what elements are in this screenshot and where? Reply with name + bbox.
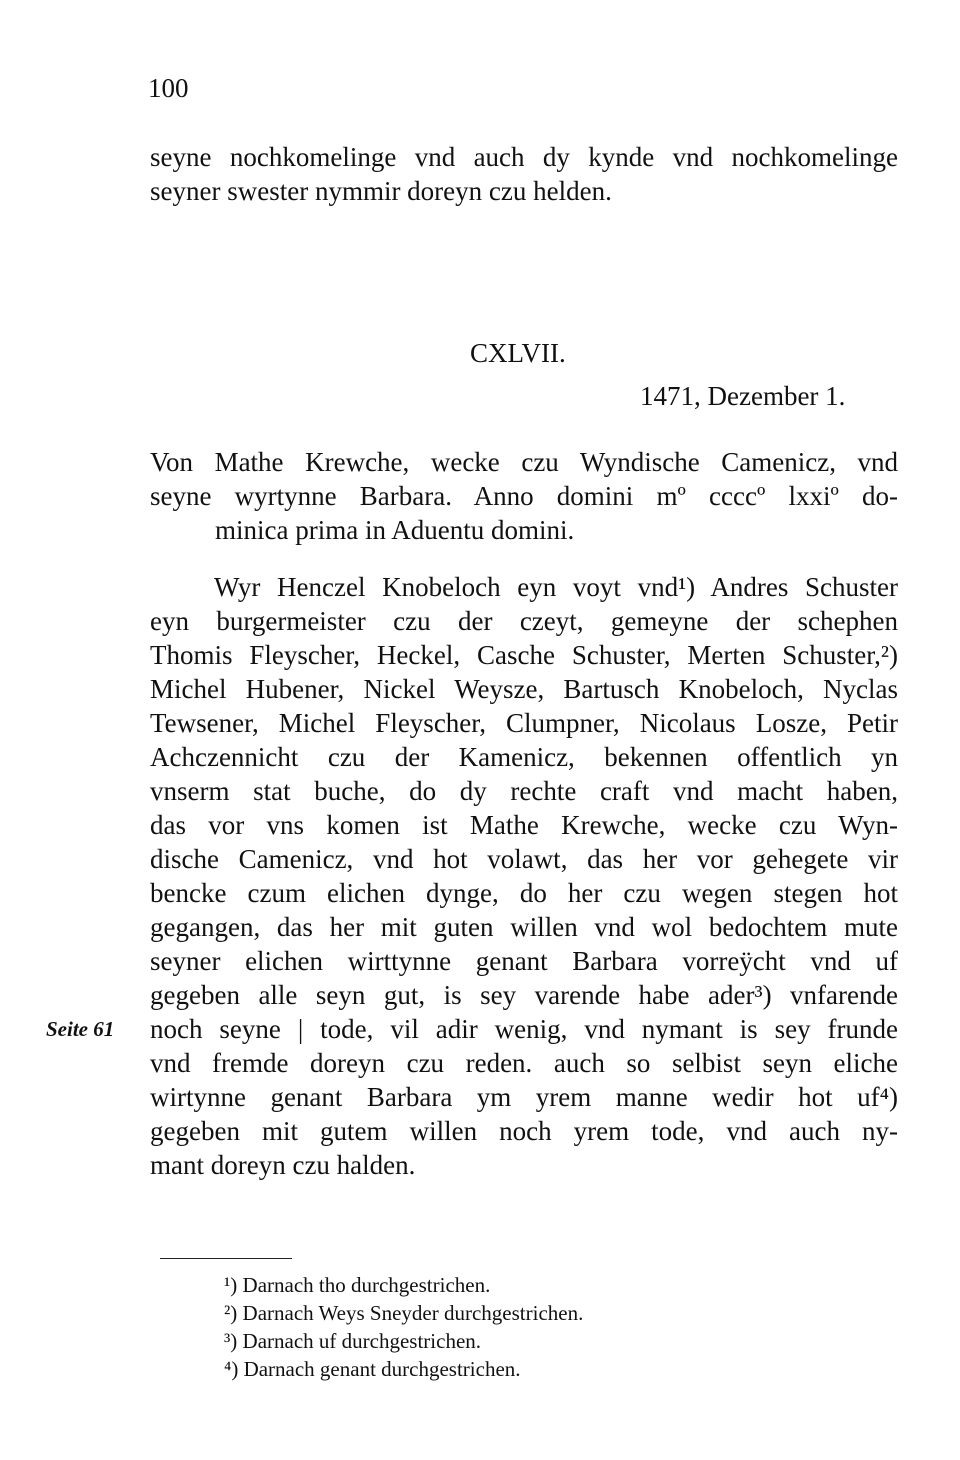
body-line: seyner elichen wirttynne genant Barbara vorreÿcht vnd uf (150, 946, 898, 976)
margin-page-reference: Seite 61 (46, 1017, 115, 1041)
body-line: Achczennicht czu der Kamenicz, bekennen offentlich yn (150, 742, 898, 772)
body-line: bencke czum elichen dynge, do her czu wegen stegen hot (150, 878, 898, 908)
body-line: vnserm stat buche, do dy rechte craft vnd macht haben, (150, 776, 898, 806)
text-line: seyner swester nymmir doreyn czu helden. (150, 176, 612, 206)
document-date: 1471, Dezember 1. (640, 381, 846, 411)
footnote: ³) Darnach uf durchgestrichen. (224, 1329, 482, 1353)
body-line: dische Camenicz, vnd hot volawt, das her vor gehegete vir (150, 844, 898, 874)
body-line: Tewsener, Michel Fleyscher, Clumpner, Nicolaus Losze, Petir (150, 708, 898, 738)
body-line: gegeben mit gutem willen noch yrem tode, vnd auch ny- (150, 1116, 898, 1146)
regest-line: minica prima in Aduentu domini. (215, 515, 575, 545)
body-line: vnd fremde doreyn czu reden. auch so selbist seyn eliche (150, 1048, 898, 1078)
footnote-divider (160, 1258, 292, 1259)
body-line: mant doreyn czu halden. (150, 1150, 416, 1180)
footnote: ²) Darnach Weys Sneyder durchgestrichen. (224, 1301, 584, 1325)
body-line: Wyr Henczel Knobeloch eyn voyt vnd¹) Andres Schuster (214, 572, 898, 602)
body-line: eyn burgermeister czu der czeyt, gemeyne der schephen (150, 606, 898, 636)
footnote: ⁴) Darnach genant durchgestrichen. (224, 1357, 521, 1381)
body-line: wirtynne genant Barbara ym yrem manne wedir hot uf⁴) (150, 1082, 898, 1112)
body-line: Michel Hubener, Nickel Weysze, Bartusch Knobeloch, Nyclas (150, 674, 898, 704)
footnote: ¹) Darnach tho durchgestrichen. (224, 1273, 491, 1297)
body-line: gegeben alle seyn gut, is sey varende habe ader³) vnfarende (150, 980, 898, 1010)
regest-line: seyne wyrtynne Barbara. Anno domini mº ccccº lxxiº do- (150, 481, 898, 511)
page-number: 100 (148, 73, 189, 103)
body-line: noch seyne | tode, vil adir wenig, vnd nymant is sey frunde (150, 1014, 898, 1044)
text-line: seyne nochkomelinge vnd auch dy kynde vnd nochkomelinge (150, 142, 898, 172)
document-number: CXLVII. (470, 338, 566, 368)
body-line: Thomis Fleyscher, Heckel, Casche Schuster, Merten Schuster,²) (150, 640, 898, 670)
body-line: gegangen, das her mit guten willen vnd wol bedochtem mute (150, 912, 898, 942)
body-line: das vor vns komen ist Mathe Krewche, wecke czu Wyn- (150, 810, 898, 840)
regest-line: Von Mathe Krewche, wecke czu Wyndische Camenicz, vnd (150, 447, 898, 477)
